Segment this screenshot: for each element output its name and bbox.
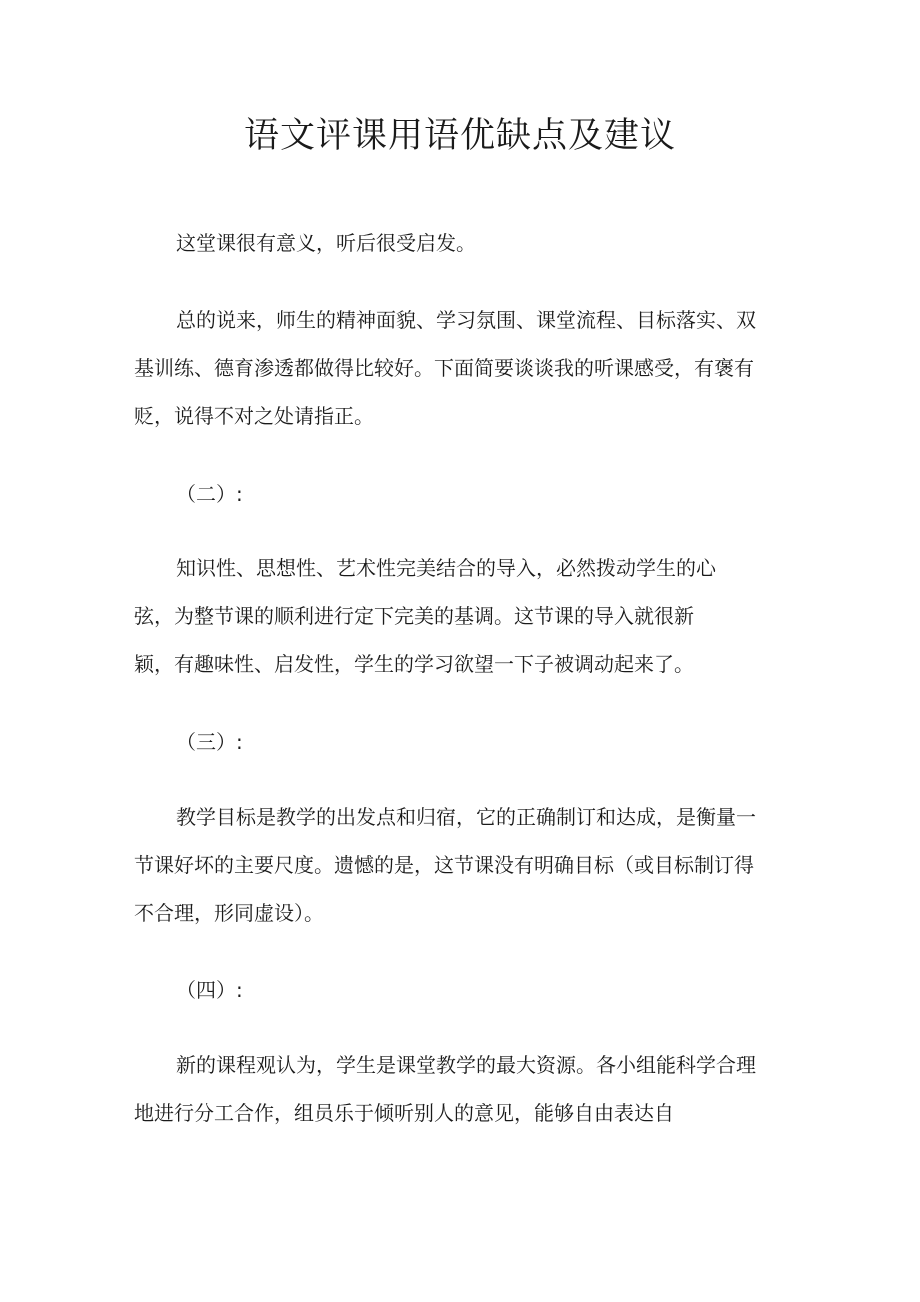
document-title: 语文评课用语优缺点及建议	[243, 116, 676, 156]
paragraph-line: 地进行分工合作，组员乐于倾听别人的意见，能够自由表达自	[134, 1101, 674, 1125]
paragraph-line: 不合理，形同虚设）。	[134, 901, 324, 925]
paragraph-line: 知识性、思想性、艺术性完美结合的导入，必然拨动学生的心	[176, 556, 716, 580]
paragraph-line: 弦，为整节课的顺利进行定下完美的基调。这节课的导入就很新	[134, 604, 694, 628]
section-3-paragraph	[134, 793, 774, 937]
paragraph-line: 教学目标是教学的出发点和归宿，它的正确制订和达成，是衡量一	[176, 805, 756, 829]
section-heading-4: （四）:	[176, 978, 243, 1002]
paragraph-line: 颖，有趣味性、启发性，学生的学习欲望一下子被调动起来了。	[134, 652, 694, 676]
section-heading-3: （三）:	[176, 730, 243, 754]
paragraph-line: 节课好坏的主要尺度。遗憾的是，这节课没有明确目标（或目标制订得	[134, 853, 754, 877]
paragraph-line: 贬，说得不对之处请指正。	[134, 404, 374, 428]
paragraph-line: 新的课程观认为，学生是课堂教学的最大资源。各小组能科学合理	[176, 1053, 756, 1077]
paragraph-line: 基训练、德育渗透都做得比较好。下面简要谈谈我的听课感受，有褒有	[134, 356, 754, 380]
section-heading-2: （二）:	[176, 482, 243, 506]
intro-paragraph	[134, 219, 774, 267]
paragraph-line: 这堂课很有意义，听后很受启发。	[176, 231, 476, 255]
paragraph-line: 总的说来，师生的精神面貌、学习氛围、课堂流程、目标落实、双	[176, 308, 756, 332]
section-4-paragraph	[134, 1041, 774, 1137]
section-2-paragraph	[134, 544, 774, 688]
overview-paragraph	[134, 296, 774, 440]
